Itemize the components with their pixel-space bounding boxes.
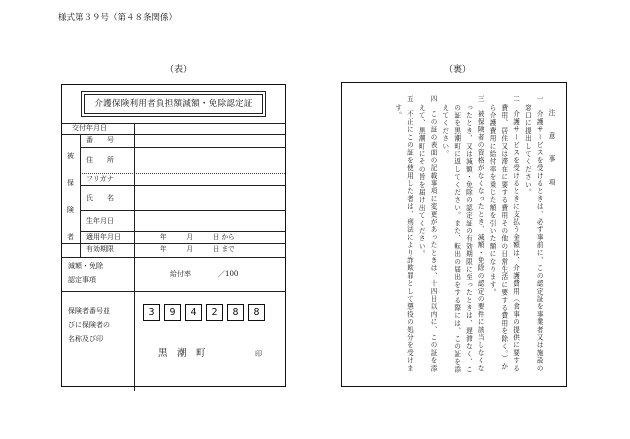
expiry-label: 有効期限 xyxy=(86,245,114,253)
back-side-label: （裏） xyxy=(444,65,472,75)
insured-label-char: 険 xyxy=(67,206,74,214)
column-divider xyxy=(80,134,81,257)
applicable-date-value: 年 月 日 から xyxy=(160,233,235,241)
row-divider xyxy=(80,185,285,186)
notes-title: 注 意 事 項 xyxy=(547,109,555,191)
front-certificate-card xyxy=(61,84,286,387)
insurer-label-line2: びに保険者の xyxy=(68,321,110,329)
address-label: 住 所 xyxy=(86,156,114,164)
insurer-digit: 2 xyxy=(206,304,223,321)
note-item: 四 この証の表面の記載事項に変更があったときは、十四日以内に、この証を添えて、黒潮町にその旨を届け出てください。 xyxy=(417,95,438,373)
insurer-digit: 4 xyxy=(185,304,202,321)
column-divider xyxy=(134,123,135,391)
insurer-digit: 9 xyxy=(164,304,181,321)
form-number: 様式第３９号（第４８条関係） xyxy=(58,13,178,23)
insurer-label-line3: 名称及び印 xyxy=(68,335,103,343)
reduction-label-line2: 認定事項 xyxy=(68,276,96,284)
insurer-digit: 8 xyxy=(248,304,265,321)
notes-vertical-text xyxy=(350,95,556,377)
row-divider xyxy=(80,147,285,148)
issue-date-label: 交付年月日 xyxy=(72,124,107,132)
insured-label-char: 者 xyxy=(67,233,74,241)
number-label: 番 号 xyxy=(86,136,114,144)
note-item: 五 不正にこの証を使用した者は、刑法により詐欺罪として懲役の処分を受けます。 xyxy=(393,95,414,373)
row-divider xyxy=(80,231,285,232)
note-item: 三 被保険者の資格がなくなったとき、減額・免除の認定の要件に該当しなくなったとき、又は減額・免除の認定証の有効期限に至ったときは、遅滞なく、この証を黒潮町に返してください。また、転出の届出をする際には、この証を添えてください。 xyxy=(440,95,485,374)
payment-rate-value: ／100 xyxy=(218,270,239,278)
payment-rate-label: 給付率 xyxy=(170,270,191,278)
insured-label-char: 被 xyxy=(67,152,74,160)
row-divider xyxy=(62,243,285,244)
certificate-title: 介護保険利用者負担額減額・免除認定証 xyxy=(84,94,263,114)
applicable-date-label: 適用年月日 xyxy=(86,233,121,241)
insured-label-char: 保 xyxy=(67,179,74,187)
row-divider xyxy=(62,291,285,292)
expiry-value: 年 月 日 まで xyxy=(160,245,235,253)
insurer-name: 黒 潮 町 xyxy=(158,348,206,359)
front-side-label: （表） xyxy=(165,65,193,75)
seal-label: 印 xyxy=(255,350,262,358)
insurer-digit: 3 xyxy=(143,304,160,321)
insurer-label-line1: 保険者番号並 xyxy=(68,307,110,315)
row-divider xyxy=(80,210,285,211)
furigana-label: フリガナ xyxy=(86,175,114,183)
row-divider xyxy=(62,257,285,258)
insurer-digit: 8 xyxy=(227,304,244,321)
reduction-label-line1: 減額・免除 xyxy=(68,262,103,270)
note-item: 二 介護サービスを受けるときに支払う金額は、介護費用（食事の提供に要する費用、居住又は滞在に要する費用その他の日常生活に要する費用を除く。）から介護費用に給付率を乗じた額を引いた額になります。 xyxy=(488,95,520,373)
note-item: 一 介護サービスを受けるときは、必ず事前に、この認定証を事業者又は施設の窓口に提出してください。 xyxy=(523,95,544,373)
name-label: 氏 名 xyxy=(86,194,114,202)
back-notes-card xyxy=(341,82,567,387)
row-divider xyxy=(80,173,285,174)
birthdate-label: 生年月日 xyxy=(86,217,114,225)
row-divider xyxy=(62,134,285,135)
insurer-number-boxes xyxy=(143,304,267,321)
